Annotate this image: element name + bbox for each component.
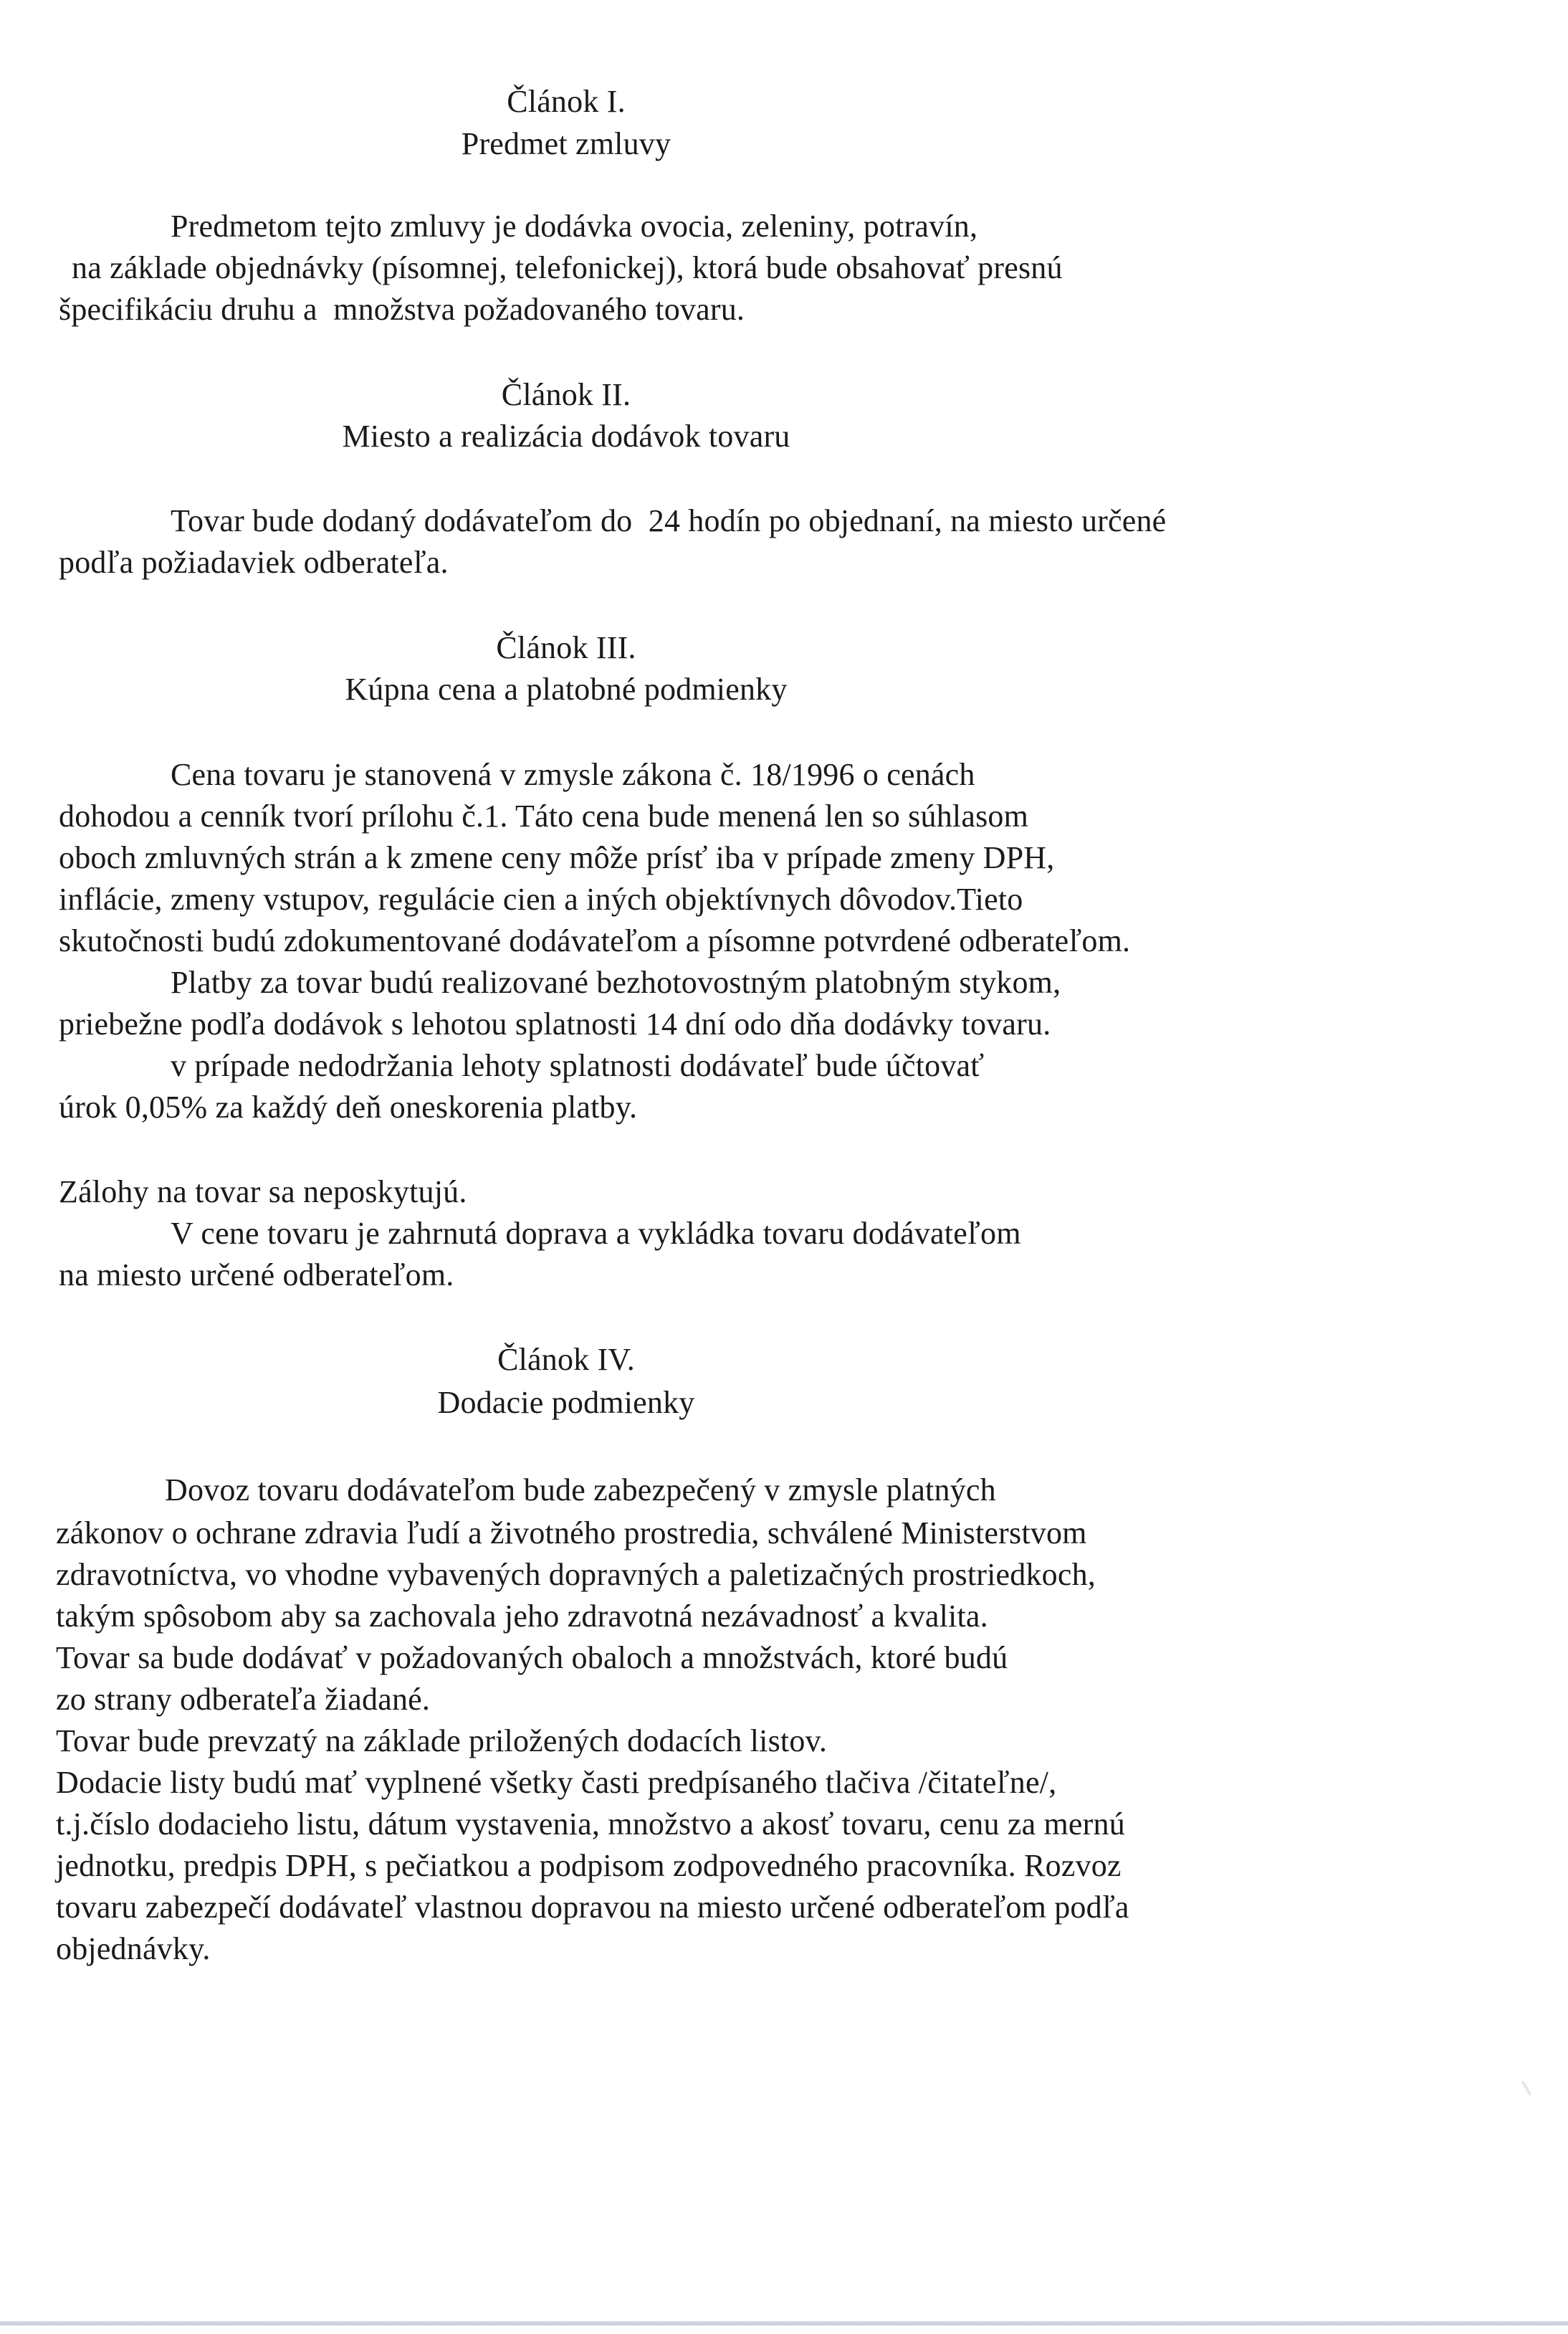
article-4-line-3: zdravotníctva, vo vhodne vybavených dopravných a paletizačných prostriedkoch, bbox=[56, 1557, 1096, 1592]
article-3-title: Kúpna cena a platobné podmienky bbox=[345, 672, 788, 707]
article-2-line-1: Tovar bude dodaný dodávateľom do 24 hodín po objednaní, na miesto určené bbox=[171, 503, 1167, 538]
article-3-line-1: Cena tovaru je stanovená v zmysle zákona č. 18/1996 o cenách bbox=[171, 757, 975, 792]
article-2-number: Článok II. bbox=[501, 377, 631, 412]
article-1-line-2: na základe objednávky (písomnej, telefonickej), ktorá bude obsahovať presnú bbox=[72, 250, 1063, 285]
article-3-line-6: Platby za tovar budú realizované bezhotovostným platobným stykom, bbox=[171, 965, 1061, 1000]
article-1-line-1: Predmetom tejto zmluvy je dodávka ovocia, zeleniny, potravín, bbox=[171, 209, 978, 244]
article-1-line-3: špecifikáciu druhu a množstva požadovaného tovaru. bbox=[59, 292, 745, 327]
article-4-line-4: takým spôsobom aby sa zachovala jeho zdravotná nezávadnosť a kvalita. bbox=[56, 1599, 988, 1634]
article-4-line-11: tovaru zabezpečí dodávateľ vlastnou dopravou na miesto určené odberateľom podľa bbox=[56, 1890, 1129, 1925]
article-4-line-2: zákonov o ochrane zdravia ľudí a životného prostredia, schválené Ministerstvom bbox=[56, 1515, 1087, 1551]
article-3-line-11: V cene tovaru je zahrnutá doprava a vykládka tovaru dodávateľom bbox=[171, 1216, 1021, 1251]
article-4-line-12: objednávky. bbox=[56, 1931, 211, 1966]
article-3-line-10: Zálohy na tovar sa neposkytujú. bbox=[59, 1174, 467, 1209]
article-2-line-2: podľa požiadaviek odberateľa. bbox=[59, 545, 449, 580]
article-3-line-12: na miesto určené odberateľom. bbox=[59, 1257, 454, 1292]
article-3-line-8: v prípade nedodržania lehoty splatnosti dodávateľ bude účtovať bbox=[171, 1048, 985, 1083]
scan-speck bbox=[1521, 2080, 1531, 2095]
article-1-title: Predmet zmluvy bbox=[461, 126, 671, 161]
article-4-title: Dodacie podmienky bbox=[437, 1385, 695, 1420]
article-4-line-10: jednotku, predpis DPH, s pečiatkou a podpisom zodpovedného pracovníka. Rozvoz bbox=[56, 1848, 1122, 1883]
article-3-line-9: úrok 0,05% za každý deň oneskorenia platby. bbox=[59, 1090, 638, 1125]
scan-bottom-edge bbox=[0, 2321, 1568, 2325]
article-3-line-3: oboch zmluvných strán a k zmene ceny môže prísť iba v prípade zmeny DPH, bbox=[59, 840, 1055, 875]
article-4-number: Článok IV. bbox=[497, 1342, 635, 1377]
article-2-title: Miesto a realizácia dodávok tovaru bbox=[342, 419, 790, 454]
article-3-line-7: priebežne podľa dodávok s lehotou splatnosti 14 dní odo dňa dodávky tovaru. bbox=[59, 1006, 1051, 1042]
article-3-number: Článok III. bbox=[496, 630, 636, 665]
article-3-line-2: dohodou a cenník tvorí prílohu č.1. Táto cena bude menená len so súhlasom bbox=[59, 799, 1029, 834]
article-1-number: Článok I. bbox=[507, 84, 626, 119]
article-4-line-8: Dodacie listy budú mať vyplnené všetky časti predpísaného tlačiva /čitateľne/, bbox=[56, 1765, 1057, 1800]
article-4-line-1: Dovoz tovaru dodávateľom bude zabezpečený v zmysle platných bbox=[165, 1472, 996, 1507]
article-4-line-7: Tovar bude prevzatý na základe priložených dodacích listov. bbox=[56, 1723, 828, 1758]
article-4-line-5: Tovar sa bude dodávať v požadovaných obaloch a množstvách, ktoré budú bbox=[56, 1640, 1008, 1675]
article-3-line-4: inflácie, zmeny vstupov, regulácie cien a iných objektívnych dôvodov.Tieto bbox=[59, 882, 1023, 917]
article-4-line-9: t.j.číslo dodacieho listu, dátum vystavenia, množstvo a akosť tovaru, cenu za mernú bbox=[56, 1806, 1125, 1842]
article-3-line-5: skutočnosti budú zdokumentované dodávateľom a písomne potvrdené odberateľom. bbox=[59, 923, 1131, 958]
article-4-line-6: zo strany odberateľa žiadané. bbox=[56, 1682, 431, 1717]
